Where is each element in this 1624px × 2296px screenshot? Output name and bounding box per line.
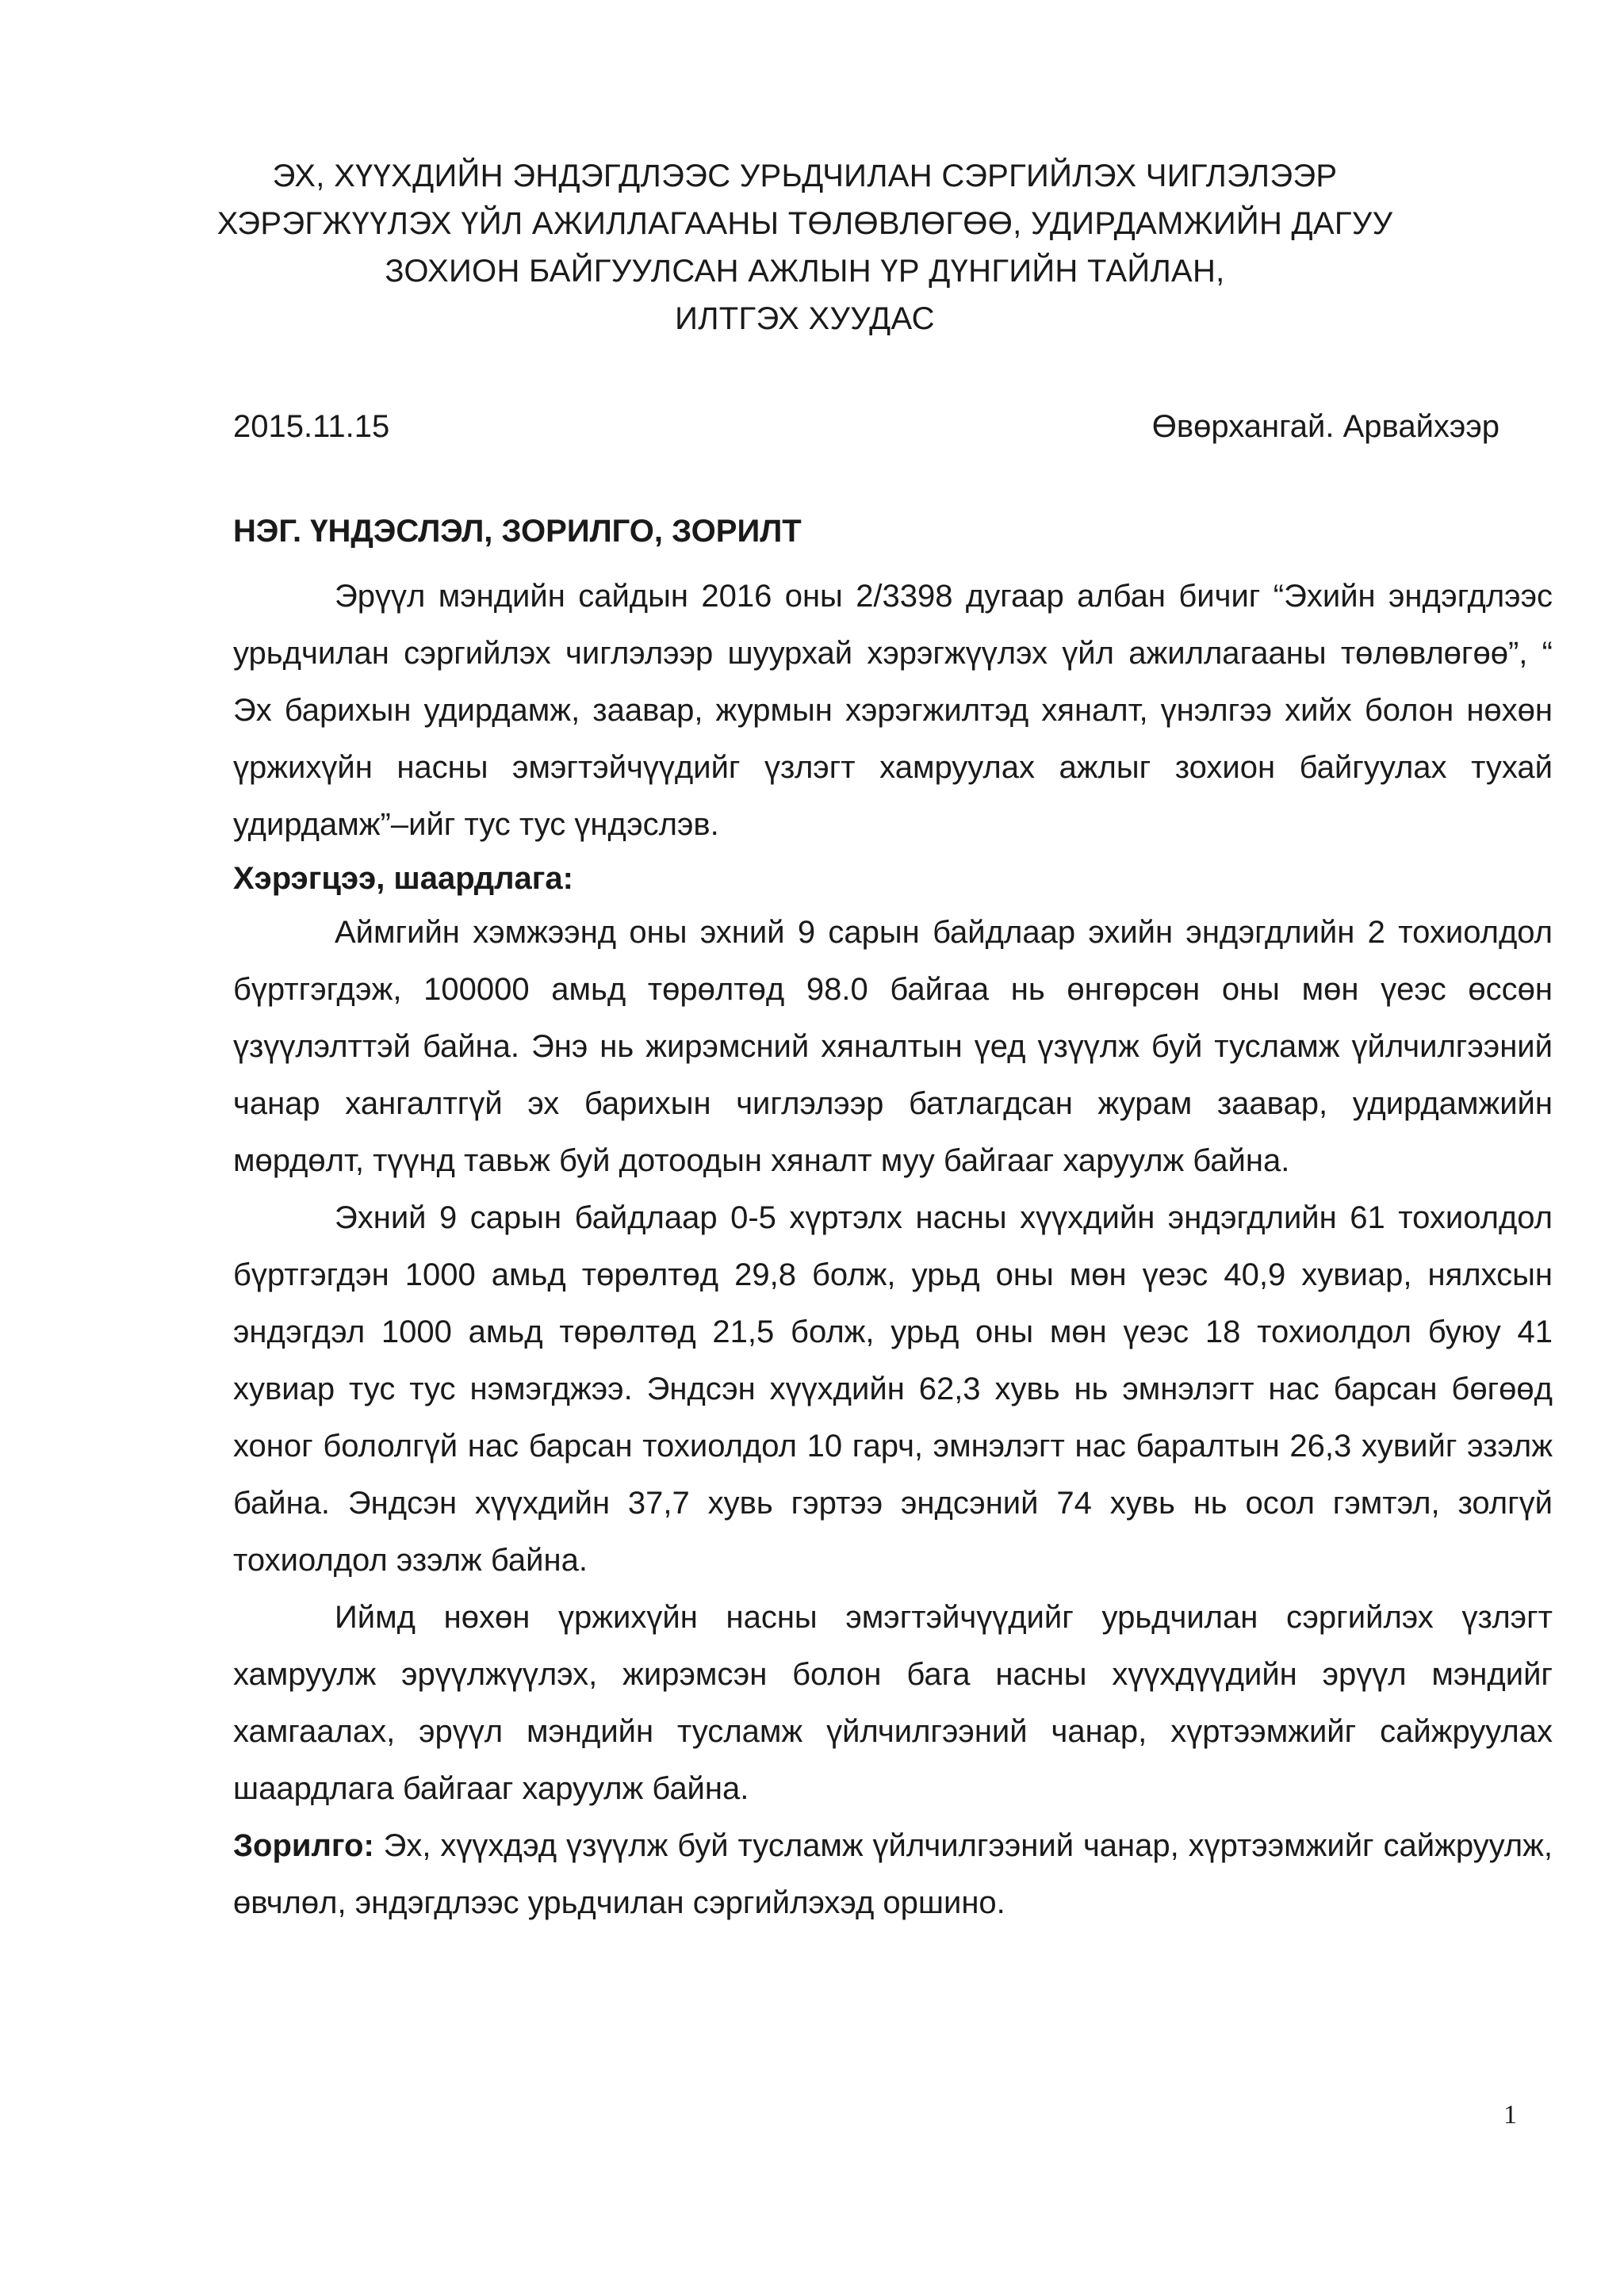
section-heading: НЭГ. ҮНДЭСЛЭЛ, ЗОРИЛГО, ЗОРИЛТ [233,514,802,549]
title-line: ЭХ, ХҮҮХДИЙН ЭНДЭГДЛЭЭС УРЬДЧИЛАН СЭРГИЙЛЭХ ЧИГЛЭЛЭЭР [272,159,1338,193]
title-line: ЗОХИОН БАЙГУУЛСАН АЖЛЫН ҮР ДҮНГИЙН ТАЙЛАН, [385,254,1225,289]
needs-paragraph-2: Эхний 9 сарын байдлаар 0-5 хүртэлх насны хүүхдийн эндэгдлийн 61 тохиолдол бүртгэгдэн 1000 амьд төрөлтөд 29,8 болж, урьд оны мөн үеэс 40,9 хувиар, нялхсын эндэгдэл 1000 амьд төрөлтөд 21,5 болж, урьд оны мөн үеэс 18 тохиолдол буюу 41 хувиар тус тус нэмэгджээ. Эндсэн хүүхдийн 62,3 хувь нь эмнэлэгт нас барсан бөгөөд хоног бололгүй нас барсан тохиолдол 10 гарч, эмнэлэгт нас баралтын 26,3 хувийг эзэлж байна. Эндсэн хүүхдийн 37,7 хувь гэртээ эндсэний 74 хувь нь осол гэмтэл, золгүй тохиолдол эзэлж байна. [233,1200,1553,1578]
needs-paragraph-3: Иймд нөхөн үржихүйн насны эмэгтэйчүүдийг урьдчилан сэргийлэх үзлэгт хамруулж эрүүлжүүлэх, жирэмсэн болон бага насны хүүхдүүдийн эрүүл мэндийг хамгаалах, эрүүл мэндийн тусламж үйлчилгээний чанар, хүртээмжийг сайжруулах шаардлага байгааг харуулж байна. [233,1600,1553,1806]
page-number: 1 [1503,2100,1517,2130]
title-line: ХЭРЭГЖҮҮЛЭХ ҮЙЛ АЖИЛЛАГААНЫ ТӨЛӨВЛӨГӨӨ, УДИРДАМЖИЙН ДАГУУ [216,206,1393,241]
document-date: 2015.11.15 [233,409,390,444]
needs-heading: Хэрэгцээ, шаардлага: [233,861,573,896]
needs-paragraph-1: Аймгийн хэмжээнд оны эхний 9 сарын байдлаар эхийн эндэгдлийн 2 тохиолдол бүртгэгдэж, 100000 амьд төрөлтөд 98.0 байгаа нь өнгөрсөн оны мөн үеэс өссөн үзүүлэлттэй байна. Энэ нь жирэмсний хяналтын үед үзүүлж буй тусламж үйлчилгээний чанар хангалтгүй эх барихын чиглэлээр батлагдсан журам заавар, удирдамжийн мөрдөлт, түүнд тавьж буй дотоодын хяналт муу байгааг харуулж байна. [233,915,1553,1178]
goal-label: Зорилго: [233,1828,374,1863]
document-place: Өвөрхангай. Арвайхээр [1151,409,1500,444]
document-body [233,507,1553,1931]
document-title [198,152,1411,342]
basis-paragraph: Эрүүл мэндийн сайдын 2016 оны 2/3398 дугаар албан бичиг “Эхийн эндэгдлээс урьдчилан сэргийлэх чиглэлээр шуурхай хэрэгжүүлэх үйл ажиллагааны төлөвлөгөө”, “ Эх барихын удирдамж, заавар, журмын хэрэгжилтэд хяналт, үнэлгээ хийх болон нөхөн үржихүйн насны эмэгтэйчүүдийг үзлэгт хамруулах ажлыг зохион байгуулах тухай удирдамж”–ийг тус тус үндэслэв. [233,579,1553,842]
goal-paragraph [233,1817,1553,1931]
goal-text: Эх, хүүхдэд үзүүлж буй тусламж үйлчилгээний чанар, хүртээмжийг сайжруулж, өвчлөл, эндэгдлээс урьдчилан сэргийлэхэд оршино. [233,1828,1553,1920]
title-line: ИЛТГЭХ ХУУДАС [675,301,935,336]
